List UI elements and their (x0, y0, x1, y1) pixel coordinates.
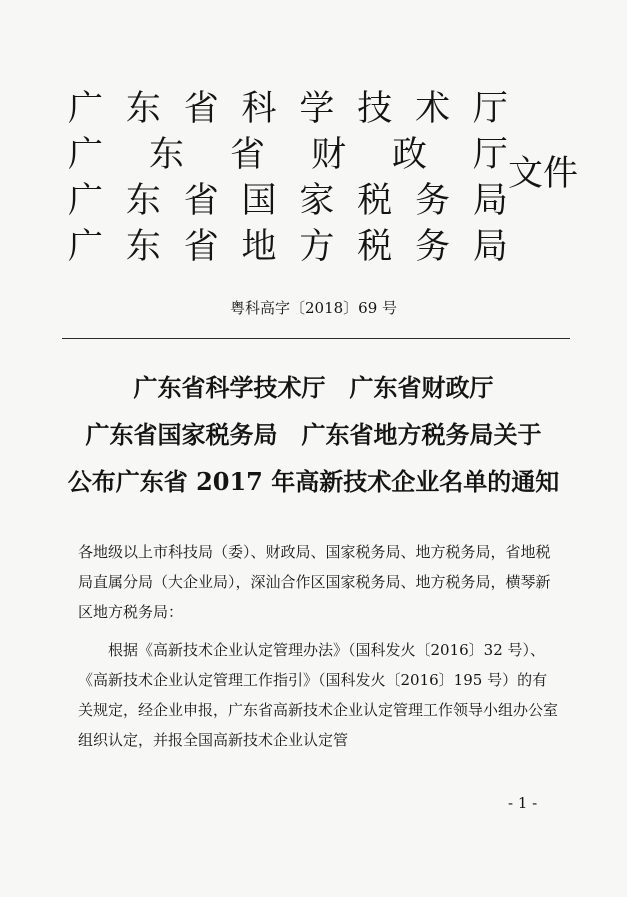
authority-char: 国 (241, 181, 277, 221)
authority-char: 广 (68, 89, 104, 129)
authority-char: 厅 (472, 89, 508, 129)
authority-char: 地 (241, 227, 277, 267)
addressee-paragraph: 各地级以上市科技局（委）、财政局、国家税务局、地方税务局，省地税局直属分局（大企业局），深汕合作区国家税务局、地方税务局，横琴新区地方税务局： (78, 543, 551, 621)
authority-char: 政 (391, 135, 427, 175)
issuing-authority-3 (68, 178, 508, 224)
authority-char: 学 (299, 89, 335, 129)
authority-char: 省 (183, 181, 219, 221)
issuing-authority-2 (68, 132, 508, 178)
notice-title-line-3: 公布广东省 2017 年高新技术企业名单的通知 (67, 467, 560, 496)
document-number: 粤科高字〔2018〕69 号 (229, 299, 398, 317)
header-divider (62, 338, 570, 339)
authority-char: 技 (357, 89, 393, 129)
authority-char: 广 (68, 227, 104, 267)
issuing-authority-1 (68, 86, 508, 132)
authority-char: 术 (415, 89, 451, 129)
authority-char: 科 (241, 89, 277, 129)
page-number: - 1 - (508, 794, 538, 812)
notice-title-line-1: 广东省科学技术厅 广东省财政厅 (133, 373, 494, 402)
authority-char: 财 (310, 135, 346, 175)
authority-char: 东 (148, 135, 184, 175)
authority-char: 东 (125, 181, 161, 221)
authority-char: 局 (472, 227, 508, 267)
authority-char: 税 (357, 227, 393, 267)
issuing-authority-4 (68, 224, 508, 270)
authority-char: 广 (68, 181, 104, 221)
authority-char: 局 (472, 181, 508, 221)
authority-char: 广 (68, 135, 104, 175)
notice-title-line-2: 广东省国家税务局 广东省地方税务局关于 (85, 420, 542, 449)
authority-char: 厅 (472, 135, 508, 175)
authority-char: 家 (299, 181, 335, 221)
document-suffix: 文件 (508, 154, 579, 194)
authority-char: 务 (415, 181, 451, 221)
authority-char: 税 (357, 181, 393, 221)
authority-char: 东 (125, 89, 161, 129)
authority-char: 东 (125, 227, 161, 267)
body-paragraph: 根据《高新技术企业认定管理办法》（国科发火〔2016〕32 号）、《高新技术企业认定管理工作指引》（国科发火〔2016〕195 号）的有关规定，经企业申报，广东省高新技术企业认定管理工作领导小组办公室组织认定，并报全国高新技术企业认定管 (78, 641, 559, 749)
authority-char: 省 (183, 89, 219, 129)
authority-char: 省 (183, 227, 219, 267)
authority-char: 省 (229, 135, 265, 175)
authority-char: 务 (415, 227, 451, 267)
authority-char: 方 (299, 227, 335, 267)
